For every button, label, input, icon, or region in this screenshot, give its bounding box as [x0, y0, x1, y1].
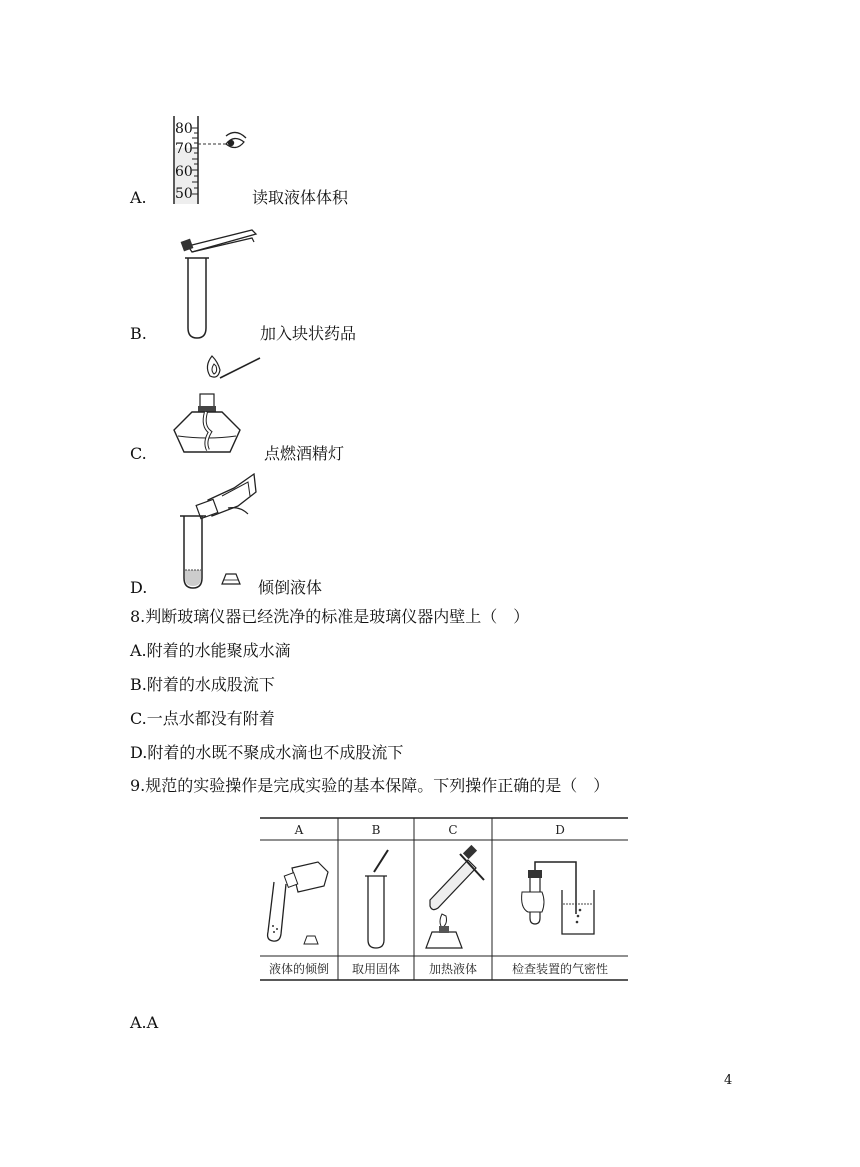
table-caption-d: 检查装置的气密性 — [511, 962, 609, 976]
graduated-cylinder-reading-figure — [148, 112, 248, 206]
pouring-liquid-figure — [168, 466, 260, 594]
cell-d-airtightness-drawing — [522, 862, 594, 934]
question-8-option-c: C.一点水都没有附着 — [130, 709, 275, 728]
question-8-option-b: B.附着的水成股流下 — [130, 675, 275, 694]
cell-a-pouring-drawing — [268, 862, 328, 944]
option-a-letter: A. — [130, 188, 147, 207]
scale-label-70: 70 — [175, 141, 193, 157]
table-header-b: B — [371, 823, 381, 837]
test-tube-tweezers-figure — [178, 222, 262, 342]
cell-b-solid-drawing — [365, 850, 388, 948]
scale-label-80: 80 — [175, 121, 193, 137]
scale-label-50: 50 — [175, 186, 193, 202]
table-header-d: D — [555, 823, 565, 837]
lab-operations-table-figure — [228, 806, 634, 996]
table-header-c: C — [448, 823, 458, 837]
table-caption-b: 取用固体 — [351, 962, 401, 976]
option-b-letter: B. — [130, 324, 147, 343]
question-8-option-d: D.附着的水既不聚成水滴也不成股流下 — [130, 743, 404, 762]
option-b-text: 加入块状药品 — [260, 324, 357, 343]
page-number: 4 — [724, 1073, 733, 1088]
option-d-letter: D. — [130, 578, 148, 597]
scale-label-60: 60 — [175, 164, 193, 180]
table-caption-a: 液体的倾倒 — [268, 962, 330, 976]
table-header-a: A — [294, 823, 304, 837]
question-8-stem: 8.判断玻璃仪器已经洗净的标准是玻璃仪器内壁上（ ） — [130, 607, 530, 626]
table-caption-c: 加热液体 — [428, 962, 478, 976]
question-9-stem: 9.规范的实验操作是完成实验的基本保障。下列操作正确的是（ ） — [130, 776, 610, 795]
alcohol-lamp-match-figure — [168, 352, 264, 458]
option-d-text: 倾倒液体 — [258, 578, 323, 597]
question-9-option-a: A.A — [130, 1013, 159, 1032]
question-8-option-a: A.附着的水能聚成水滴 — [130, 641, 291, 660]
option-a-text: 读取液体体积 — [252, 188, 349, 207]
cell-c-heating-drawing — [426, 845, 484, 948]
option-c-text: 点燃酒精灯 — [264, 444, 345, 463]
option-c-letter: C. — [130, 444, 147, 463]
